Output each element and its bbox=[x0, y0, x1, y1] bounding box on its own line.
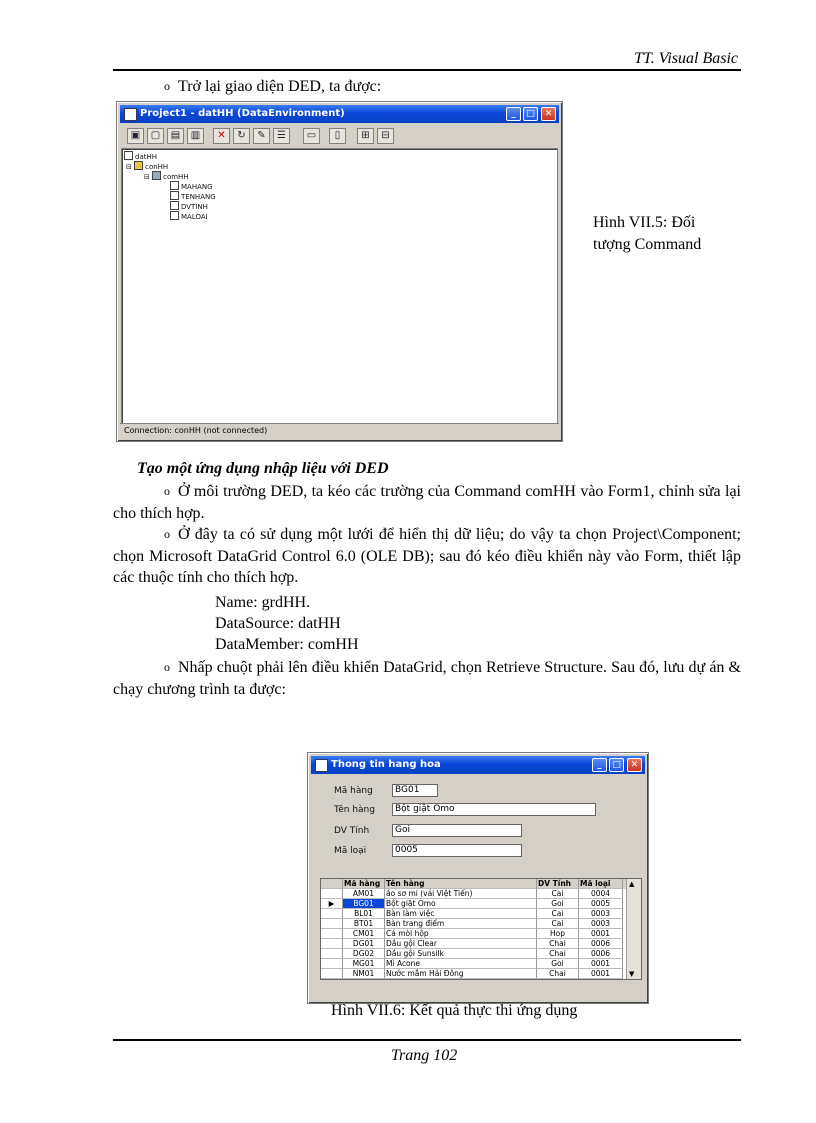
table-cell[interactable]: NM01 bbox=[343, 969, 385, 979]
paragraph-3: o Nhấp chuột phải lên điều khiển DataGrid, chọn Retrieve Structure. Sau đó, lưu dự án & chạy chương trình ta được: bbox=[113, 657, 741, 700]
table-cell[interactable]: CM01 bbox=[343, 929, 385, 939]
table-row[interactable] bbox=[321, 899, 627, 909]
ded-status-bar: Connection: conHH (not connected) bbox=[120, 423, 559, 438]
table-cell[interactable]: 0005 bbox=[579, 899, 623, 909]
table-cell[interactable]: BT01 bbox=[343, 919, 385, 929]
app-icon bbox=[124, 108, 137, 121]
table-row[interactable] bbox=[321, 959, 627, 969]
section-title: Tạo một ứng dụng nhập liệu với DED bbox=[137, 460, 389, 477]
ma-loai-input[interactable]: 0005 bbox=[392, 844, 522, 857]
grid-column-header[interactable]: Tên hàng bbox=[385, 879, 537, 889]
collapse-icon: ⊟ bbox=[126, 163, 135, 171]
add-connection-icon[interactable]: ▣ bbox=[127, 128, 144, 144]
table-cell[interactable]: Hop bbox=[537, 929, 579, 939]
table-cell[interactable]: Chai bbox=[537, 939, 579, 949]
ten-hang-input[interactable]: Bột giặt Omo bbox=[392, 803, 596, 816]
tree-node-field[interactable]: DVTINH bbox=[170, 201, 208, 212]
ma-hang-label: Mã hàng bbox=[334, 786, 373, 796]
row-selector[interactable] bbox=[321, 909, 343, 919]
table-row[interactable] bbox=[321, 969, 627, 979]
grid-column-header[interactable]: DV Tính bbox=[537, 879, 579, 889]
grid-header-row bbox=[321, 879, 641, 889]
arrange-by-object-icon[interactable]: ⊟ bbox=[377, 128, 394, 144]
table-cell[interactable]: 0001 bbox=[579, 959, 623, 969]
tree-node-connection[interactable]: ⊟ conHH bbox=[126, 163, 169, 171]
table-row[interactable] bbox=[321, 889, 627, 899]
grid-scrollbar[interactable] bbox=[626, 879, 641, 979]
row-selector[interactable] bbox=[321, 959, 343, 969]
table-cell[interactable]: MG01 bbox=[343, 959, 385, 969]
row-selector[interactable] bbox=[321, 939, 343, 949]
grid-column-header[interactable]: Mã hàng bbox=[343, 879, 385, 889]
table-row[interactable] bbox=[321, 949, 627, 959]
property-datasource: DataSource: datHH bbox=[215, 615, 341, 632]
figure1-caption: Hình VII.5: Đối tượng Command bbox=[593, 214, 702, 253]
table-cell[interactable]: 0003 bbox=[579, 919, 623, 929]
ded-window bbox=[116, 101, 563, 442]
table-cell[interactable]: Mì Acone bbox=[385, 959, 537, 969]
grid-column-header[interactable]: Mã loại bbox=[579, 879, 623, 889]
table-cell[interactable]: DG02 bbox=[343, 949, 385, 959]
field-icon bbox=[170, 201, 179, 210]
scroll-up-icon[interactable]: ▲ bbox=[629, 880, 635, 888]
form-window bbox=[307, 752, 649, 1004]
table-cell[interactable]: Dầu gội Sunsilk bbox=[385, 949, 537, 959]
tree-node-root[interactable]: datHH bbox=[124, 151, 157, 162]
table-cell[interactable]: Nước mắm Hải Đông bbox=[385, 969, 537, 979]
table-cell[interactable]: 0001 bbox=[579, 969, 623, 979]
page-header: TT. Visual Basic bbox=[634, 50, 738, 67]
intro-bullet: o Trở lại giao diện DED, ta được: bbox=[164, 76, 381, 98]
dv-tinh-label: DV Tính bbox=[334, 826, 370, 836]
collapse-icon: ⊟ bbox=[144, 173, 153, 181]
field-icon bbox=[170, 181, 179, 190]
connection-icon bbox=[134, 161, 143, 170]
row-selector[interactable] bbox=[321, 889, 343, 899]
data-environment-icon bbox=[124, 151, 133, 160]
table-cell[interactable]: Bàn làm việc bbox=[385, 909, 537, 919]
figure2-caption: Hình VII.6: Kết quả thực thi ứng dụng bbox=[331, 1002, 578, 1019]
paragraph-2: o Ở đây ta có sử dụng một lưới để hiển thị dữ liệu; do vậy ta chọn Project\Component; chọn Microsoft DataGrid Control 6.0 (OLE DB); sau đó kéo điều khiển này vào Form, thiết lập các thuộc tính cho thích hợp. bbox=[113, 524, 741, 588]
form-title: Thong tin hang hoa bbox=[331, 759, 441, 770]
table-cell[interactable]: 0004 bbox=[579, 889, 623, 899]
field-icon bbox=[170, 211, 179, 220]
row-selector[interactable] bbox=[321, 919, 343, 929]
table-cell[interactable]: áo sơ mi (vải Việt Tiến) bbox=[385, 889, 537, 899]
table-cell[interactable]: 0006 bbox=[579, 939, 623, 949]
ded-tree-pane bbox=[121, 148, 558, 424]
table-cell[interactable]: Dầu gội Clear bbox=[385, 939, 537, 949]
tree-node-field[interactable]: MALOAI bbox=[170, 211, 208, 222]
row-selector[interactable] bbox=[321, 929, 343, 939]
table-row[interactable] bbox=[321, 929, 627, 939]
table-cell[interactable]: Goi bbox=[537, 959, 579, 969]
ded-toolbar bbox=[121, 126, 558, 148]
row-selector-header bbox=[321, 879, 343, 889]
ten-hang-label: Tên hàng bbox=[334, 805, 375, 815]
ded-titlebar bbox=[120, 105, 559, 123]
table-cell[interactable]: 0003 bbox=[579, 909, 623, 919]
header-rule bbox=[113, 69, 741, 71]
row-selector[interactable]: ▶ bbox=[321, 899, 343, 909]
table-cell[interactable]: Bàn trang điểm bbox=[385, 919, 537, 929]
maximize-button[interactable]: □ bbox=[609, 758, 624, 772]
add-child-command-icon[interactable]: ▤ bbox=[167, 128, 184, 144]
ma-loai-label: Mã loại bbox=[334, 846, 367, 856]
table-cell[interactable]: BL01 bbox=[343, 909, 385, 919]
table-cell[interactable]: AM01 bbox=[343, 889, 385, 899]
table-cell[interactable]: Cá mòi hộp bbox=[385, 929, 537, 939]
scroll-down-icon[interactable]: ▼ bbox=[629, 970, 635, 978]
table-cell[interactable]: 0006 bbox=[579, 949, 623, 959]
table-cell[interactable]: Bột giặt Omo bbox=[385, 899, 537, 909]
command-icon bbox=[152, 171, 161, 180]
table-row[interactable] bbox=[321, 909, 627, 919]
maximize-button[interactable]: □ bbox=[523, 107, 538, 121]
table-cell[interactable]: Chai bbox=[537, 969, 579, 979]
tree-node-field[interactable]: TENHANG bbox=[170, 191, 216, 202]
table-cell[interactable]: Goi bbox=[537, 899, 579, 909]
delete-icon[interactable]: ✕ bbox=[213, 128, 230, 144]
table-cell[interactable]: Chai bbox=[537, 949, 579, 959]
app-icon bbox=[315, 759, 328, 772]
table-cell[interactable]: Cai bbox=[537, 889, 579, 899]
add-command-icon[interactable]: ▢ bbox=[147, 128, 164, 144]
table-row[interactable] bbox=[321, 939, 627, 949]
property-datamember: DataMember: comHH bbox=[215, 636, 359, 653]
form-titlebar bbox=[311, 756, 645, 774]
table-cell[interactable]: 0001 bbox=[579, 929, 623, 939]
paragraph-1: o Ở môi trường DED, ta kéo các trường của Command comHH vào Form1, chỉnh sửa lại cho thích hợp. bbox=[113, 481, 741, 524]
tree-node-command[interactable]: ⊟ comHH bbox=[144, 173, 189, 181]
close-button[interactable]: ✕ bbox=[627, 758, 642, 772]
data-grid[interactable] bbox=[320, 878, 642, 980]
ded-title: Project1 - datHH (DataEnvironment) bbox=[140, 108, 345, 119]
view-object-icon[interactable]: ▯ bbox=[329, 128, 346, 144]
field-icon bbox=[170, 191, 179, 200]
page-number: Trang 102 bbox=[391, 1047, 458, 1064]
close-button[interactable]: ✕ bbox=[541, 107, 556, 121]
view-code-icon[interactable]: ▭ bbox=[303, 128, 320, 144]
arrange-by-connection-icon[interactable]: ⊞ bbox=[357, 128, 374, 144]
design-icon[interactable]: ✎ bbox=[253, 128, 270, 144]
refresh-icon[interactable]: ↻ bbox=[233, 128, 250, 144]
table-cell[interactable]: DG01 bbox=[343, 939, 385, 949]
minimize-button[interactable]: _ bbox=[592, 758, 607, 772]
minimize-button[interactable]: _ bbox=[506, 107, 521, 121]
properties-icon[interactable]: ☰ bbox=[273, 128, 290, 144]
dv-tinh-input[interactable]: Goi bbox=[392, 824, 522, 837]
tree-node-field[interactable]: MAHANG bbox=[170, 181, 213, 192]
row-selector[interactable] bbox=[321, 949, 343, 959]
property-name: Name: grdHH. bbox=[215, 594, 311, 611]
table-cell[interactable]: Cai bbox=[537, 919, 579, 929]
insert-stored-procedure-icon[interactable]: ▥ bbox=[187, 128, 204, 144]
row-selector[interactable] bbox=[321, 969, 343, 979]
footer-rule bbox=[113, 1039, 741, 1041]
table-row[interactable] bbox=[321, 919, 627, 929]
table-cell[interactable]: Cai bbox=[537, 909, 579, 919]
ma-hang-input[interactable]: BG01 bbox=[392, 784, 438, 797]
table-cell[interactable]: BG01 bbox=[343, 899, 385, 909]
